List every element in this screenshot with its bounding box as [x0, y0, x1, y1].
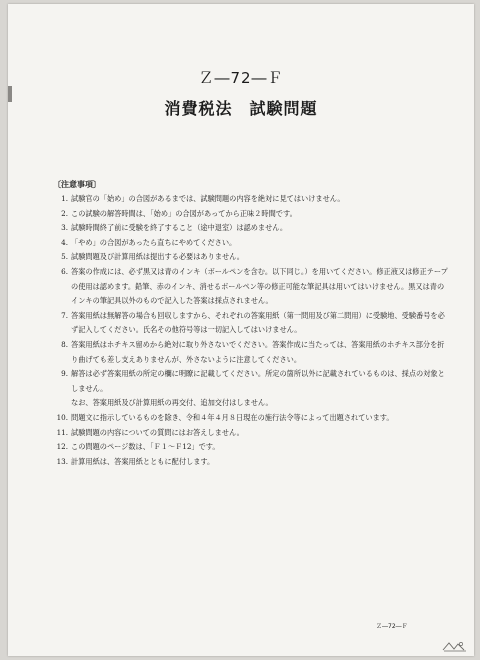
- instruction-text: 試験官の「始め」の合図があるまでは、試験問題の内容を絶対に見てはいけません。: [71, 194, 345, 203]
- instruction-item-2: [53, 207, 448, 222]
- instruction-item-7: [53, 309, 448, 338]
- instruction-item-8: [53, 338, 448, 367]
- instruction-number: 2.: [61, 208, 68, 218]
- instructions-heading: 〔注意事項〕: [53, 179, 101, 189]
- instruction-number: 10.: [56, 412, 68, 422]
- exam-page: [8, 4, 474, 656]
- instruction-number: 9.: [61, 369, 68, 379]
- exam-code: Ｚ―72―Ｆ: [198, 69, 284, 87]
- instruction-text: 答案用紙はホチキス留めから絶対に取り外さないでください。答案作成に当たっては、答案用紙のホチキス部分を折り曲げても差し支えありませんが、外さないように注意してください。: [71, 339, 445, 364]
- instruction-number: 4.: [61, 237, 68, 247]
- instruction-number: 1.: [61, 194, 68, 203]
- instruction-number: 6.: [61, 266, 68, 276]
- instruction-item-4: [53, 236, 448, 251]
- instruction-item-9: [53, 367, 448, 396]
- instruction-text: 試験問題の内容についての質問にはお答えしません。: [71, 427, 244, 437]
- instruction-item-13: [53, 455, 448, 470]
- instruction-text: 試験問題及び計算用紙は提出する必要はありません。: [71, 252, 244, 262]
- instruction-text: 答案用紙は無解答の場合も回収しますから、それぞれの答案用紙（第一問用及び第二問用）に受験地、受験番号を必ず記入してください。氏名その他符号等は一切記入してはいけません。: [71, 310, 445, 335]
- page-title: 消費税法 試験問題: [164, 99, 318, 118]
- instruction-item-10: [53, 411, 448, 426]
- instruction-number: 12.: [56, 442, 68, 452]
- instruction-number: 7.: [61, 310, 68, 320]
- instruction-text: この試験の解答時間は、「始め」の合図があってから正味２時間です。: [71, 208, 297, 218]
- instruction-item-5: [53, 250, 448, 265]
- instructions-section: [53, 178, 448, 469]
- instruction-sub-note: なお、答案用紙及び計算用紙の再交付、追加交付はしません。: [71, 398, 273, 408]
- instruction-number: 13.: [56, 456, 68, 466]
- instruction-text: この問題のページ数は、「Ｆ１～Ｆ12」です。: [71, 442, 220, 452]
- publisher-stamp-icon: [442, 640, 468, 652]
- instruction-item-11: [53, 426, 448, 441]
- instruction-text: 問題文に指示しているものを除き、令和４年４月８日現在の施行法令等によって出題されています。: [71, 412, 394, 422]
- instruction-item-12: [53, 440, 448, 455]
- instruction-text: 答案の作成には、必ず黒又は青のインキ（ボールペンを含む。以下同じ。）を用いてください。修正液又は修正テープの使用は認めます。鉛筆、赤のインキ、消せるボールペン等の修正可能な筆記具は用いてはいけません。黒又は青のインキの筆記具以外のもので記入した答案は採点されません。: [71, 266, 448, 306]
- instruction-item-3: [53, 221, 448, 236]
- instruction-text: 試験時間終了前に受験を終了すること（途中退室）は認めません。: [71, 223, 288, 233]
- instruction-text: 「やめ」の合図があったら直ちにやめてください。: [71, 237, 237, 247]
- instruction-item-1: [53, 192, 448, 207]
- instruction-number: 3.: [61, 223, 68, 233]
- footer-code: Ｚ―72―Ｆ: [376, 623, 408, 630]
- instruction-item-6: [53, 265, 448, 309]
- instruction-number: 11.: [56, 427, 68, 437]
- instruction-text: 解答は必ず答案用紙の所定の欄に明瞭に記載してください。所定の箇所以外に記載されているものは、採点の対象としません。: [71, 369, 445, 393]
- instruction-number: 8.: [61, 339, 68, 349]
- instruction-number: 5.: [61, 252, 68, 262]
- instruction-text: 計算用紙は、答案用紙とともに配付します。: [71, 456, 215, 466]
